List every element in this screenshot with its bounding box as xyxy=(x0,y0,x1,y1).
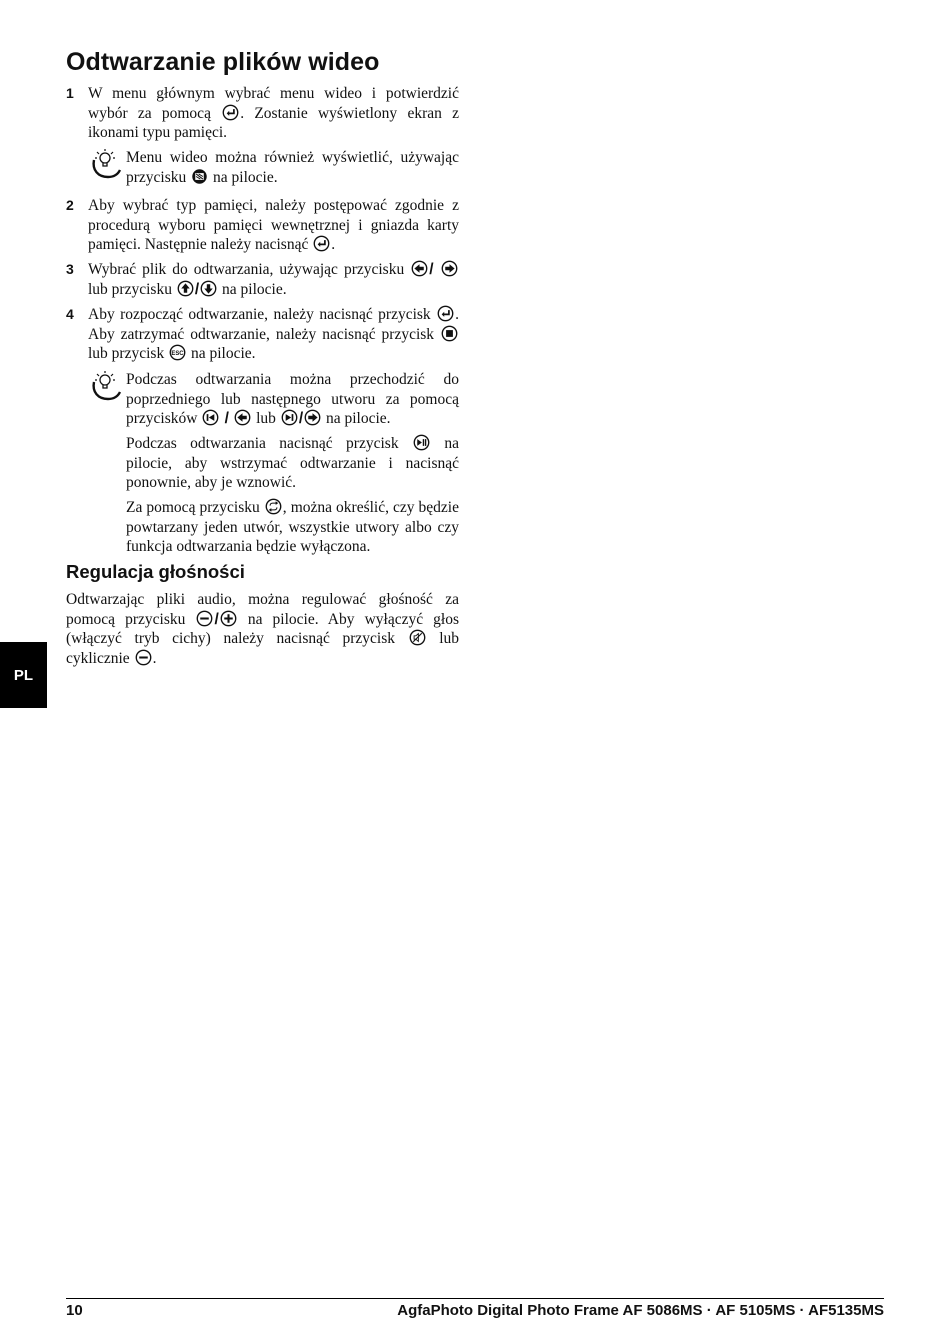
enter-button-icon xyxy=(437,305,454,322)
tip-1: Menu wideo można również wyświetlić, używając przycisku na pilocie. xyxy=(66,148,459,187)
lightbulb-tip-icon xyxy=(88,368,122,402)
step-number: 1 xyxy=(66,85,74,101)
step-1: 1 W menu głównym wybrać menu wideo i potwierdzić wybór za pomocą . Zostanie wyświetlony ekran z ikonami typu pamięci. xyxy=(66,85,459,141)
page-title: Odtwarzanie plików wideo xyxy=(66,48,380,76)
arrow-down-button-icon xyxy=(200,280,217,297)
step-3: 3 Wybrać plik do odtwarzania, używając przycisku / lub przycisku / na pilocie. xyxy=(66,260,459,299)
footer-product-title: AgfaPhoto Digital Photo Frame AF 5086MS · AF 5105MS · AF5135MS xyxy=(397,1302,884,1319)
arrow-left-button-icon xyxy=(234,409,251,426)
arrow-left-button-icon xyxy=(411,260,428,277)
tip-2-repeat-paragraph: Za pomocą przycisku , można określić, czy będzie powtarzany jeden utwór, wszystkie utwory albo czy funkcja odtwarzania będzie wyłączona. xyxy=(126,499,459,555)
step-number: 4 xyxy=(66,306,74,322)
volume-paragraph: Odtwarzając pliki audio, można regulować głośność za pomocą przycisku / na pilocie. Aby wyłączyć głos (włączyć tryb cichy) należy nacisnąć przycisk lub cyklicznie . xyxy=(66,591,460,667)
mute-button-icon xyxy=(409,629,426,646)
enter-button-icon xyxy=(313,235,330,252)
volume-minus-button-icon xyxy=(135,649,152,666)
esc-button-icon xyxy=(169,344,186,361)
language-tab: PL xyxy=(0,642,47,708)
svg-text:ESC: ESC xyxy=(171,351,184,358)
next-track-button-icon xyxy=(281,409,298,426)
tip-2-play-pause-paragraph: Podczas odtwarzania nacisnąć przycisk na pilocie, aby wstrzymać odtwarzanie i nacisnąć ponownie, aby je wznowić. xyxy=(126,435,459,491)
video-button-icon xyxy=(191,168,208,185)
volume-minus-button-icon xyxy=(196,610,213,627)
section-heading: Regulacja głośności xyxy=(66,561,245,582)
play-pause-button-icon xyxy=(413,434,430,451)
repeat-button-icon xyxy=(265,498,282,515)
arrow-up-button-icon xyxy=(177,280,194,297)
arrow-right-button-icon xyxy=(441,260,458,277)
step-number: 3 xyxy=(66,261,74,277)
previous-track-button-icon xyxy=(202,409,219,426)
stop-button-icon xyxy=(441,325,458,342)
step-2: 2 Aby wybrać typ pamięci, należy postępować zgodnie z procedurą wyboru pamięci wewnętrznej i gniazda karty pamięci. Następnie należy nacisnąć . xyxy=(66,197,459,253)
enter-button-icon xyxy=(222,104,239,121)
arrow-right-button-icon xyxy=(304,409,321,426)
footer-divider xyxy=(66,1298,884,1299)
volume-plus-button-icon xyxy=(220,610,237,627)
tip-2: Podczas odtwarzania można przechodzić do poprzedniego lub następnego utworu za pomocą przycisków / lub / na pilocie. xyxy=(66,370,459,429)
step-4: 4 Aby rozpocząć odtwarzanie, należy nacisnąć przycisk . Aby zatrzymać odtwarzanie, należy nacisnąć przycisk lub przycisk ESC na pilocie. xyxy=(66,306,459,362)
page-number: 10 xyxy=(66,1302,83,1319)
step-number: 2 xyxy=(66,197,74,213)
lightbulb-tip-icon xyxy=(88,146,122,180)
